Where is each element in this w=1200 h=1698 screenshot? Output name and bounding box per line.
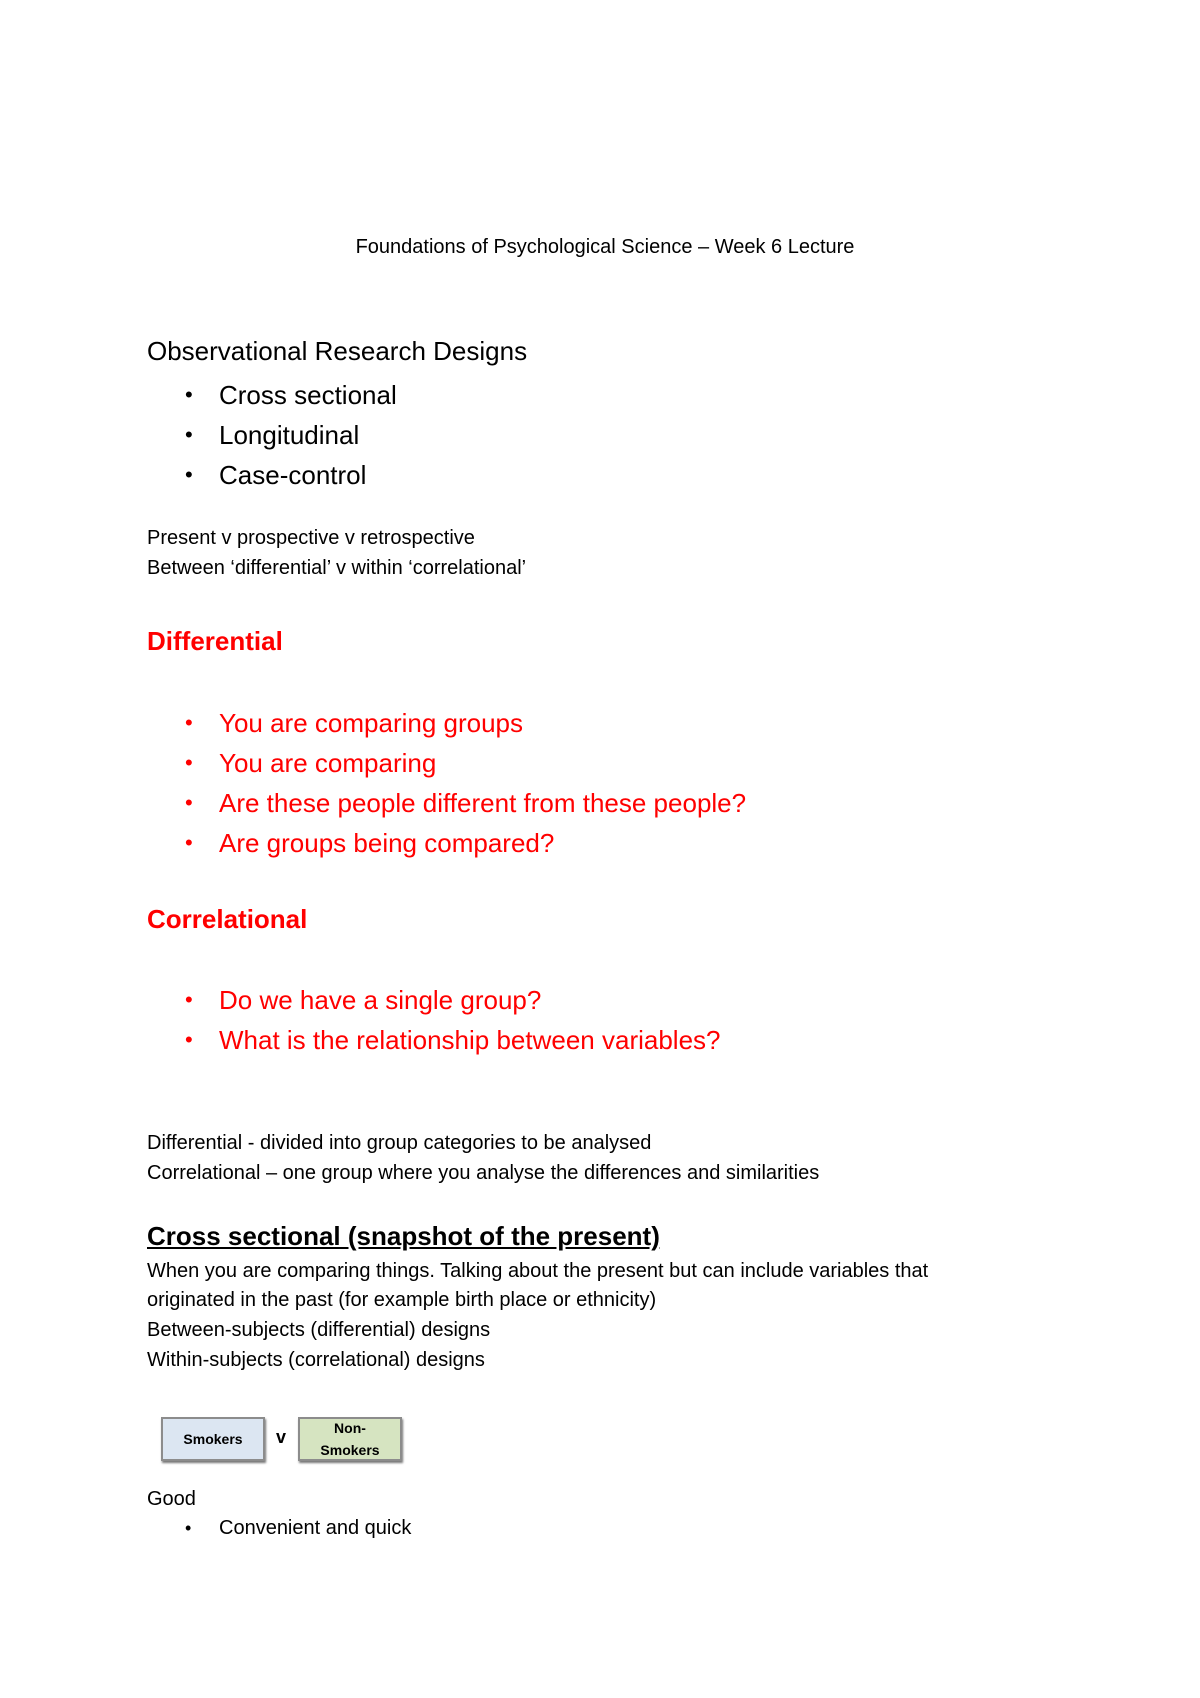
list-item: • What is the relationship between variables? [147, 1020, 721, 1060]
bullet-icon: • [185, 462, 193, 487]
correlational-list [147, 980, 721, 1060]
summary-line: Correlational – one group where you analyse the differences and similarities [147, 1162, 820, 1184]
versus-label: v [276, 1427, 287, 1447]
bullet-icon: • [185, 382, 193, 407]
note-line: Present v prospective v retrospective [147, 527, 475, 549]
body-line: When you are comparing things. Talking about the present but can include variables that [147, 1260, 929, 1282]
bullet-icon: • [185, 987, 193, 1012]
non-smokers-label-line1: Non- [334, 1420, 366, 1436]
list-item: • You are comparing [147, 743, 746, 783]
bullet-icon: • [185, 710, 193, 735]
list-item: • Are groups being compared? [147, 823, 746, 863]
note-line: Between ‘differential’ v within ‘correlational’ [147, 557, 527, 579]
bullet-icon: • [185, 750, 193, 775]
bullet-icon: • [185, 1027, 193, 1052]
differential-list [147, 703, 746, 863]
observational-list [147, 375, 397, 495]
smokers-comparison-diagram [160, 1417, 420, 1467]
body-line: Between-subjects (differential) designs [147, 1319, 491, 1341]
bullet-icon: • [185, 790, 193, 815]
good-list [147, 1513, 411, 1543]
list-item: • Cross sectional [147, 375, 397, 415]
bullet-icon: • [185, 1518, 192, 1538]
cross-sectional-heading: Cross sectional (snapshot of the present) [147, 1221, 660, 1251]
summary-line: Differential - divided into group categories to be analysed [147, 1132, 652, 1154]
list-item: • Do we have a single group? [147, 980, 721, 1020]
non-smokers-label-line2: Smokers [320, 1442, 380, 1458]
list-item: • Convenient and quick [147, 1513, 411, 1543]
bullet-icon: • [185, 830, 193, 855]
list-item: • Case-control [147, 455, 397, 495]
list-item: • Are these people different from these people? [147, 783, 746, 823]
non-smokers-box [298, 1417, 402, 1461]
body-line: Within-subjects (correlational) designs [147, 1349, 485, 1371]
good-heading: Good [147, 1488, 196, 1510]
list-item: • You are comparing groups [147, 703, 746, 743]
correlational-heading: Correlational [147, 904, 308, 934]
list-item: • Longitudinal [147, 415, 397, 455]
smokers-box: Smokers [161, 1417, 265, 1461]
bullet-icon: • [185, 422, 193, 447]
differential-heading: Differential [147, 626, 283, 656]
observational-heading: Observational Research Designs [147, 336, 528, 366]
document-title: Foundations of Psychological Science – Week 6 Lecture [355, 236, 855, 258]
body-line: originated in the past (for example birth place or ethnicity) [147, 1289, 657, 1311]
